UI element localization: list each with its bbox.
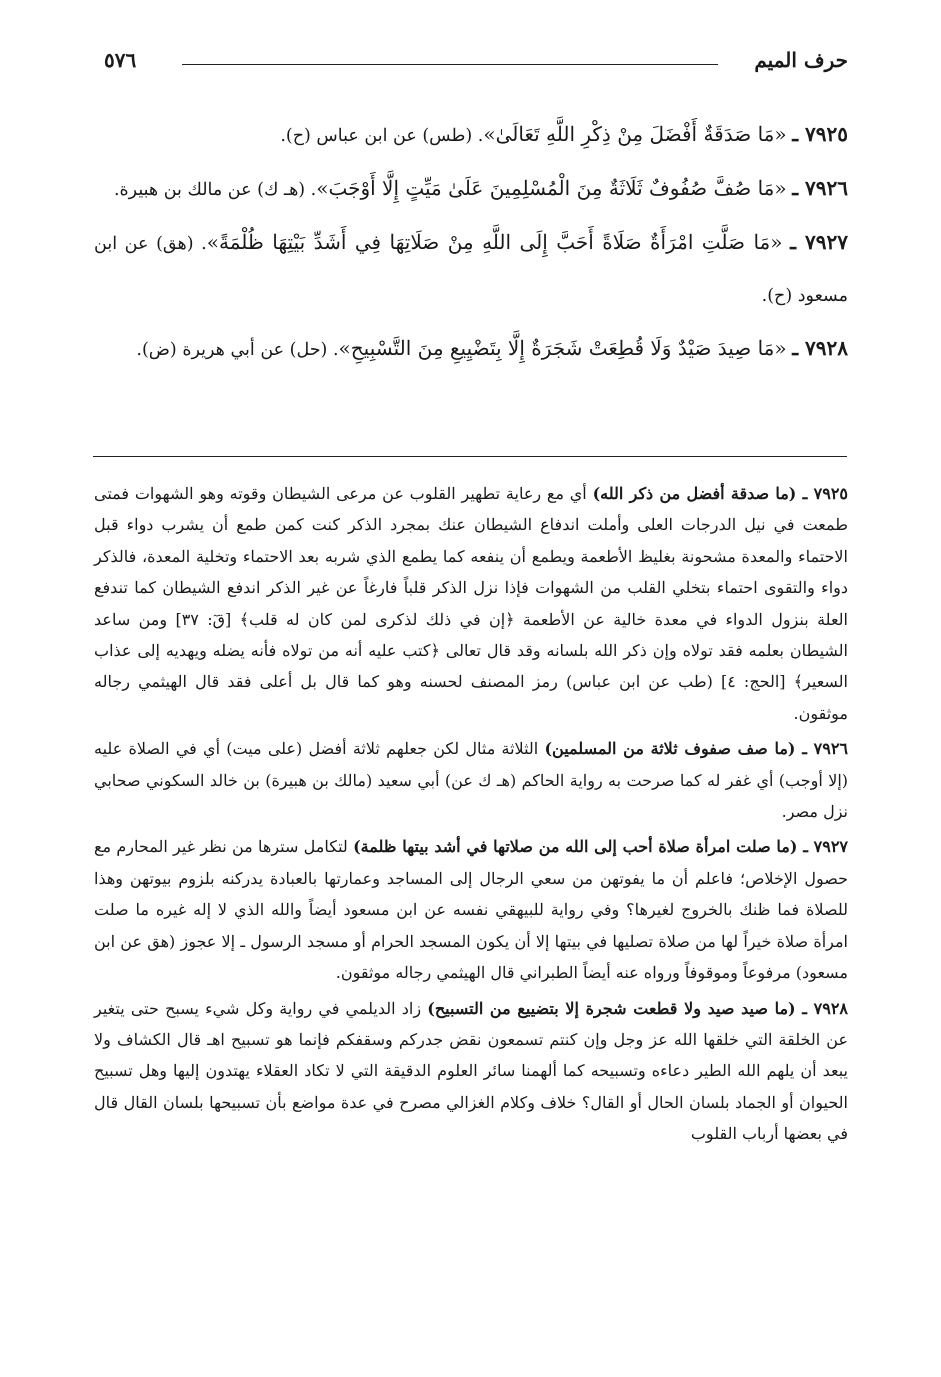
hadith-source: . (حل) عن أبي هريرة (ض). bbox=[136, 340, 339, 360]
section-divider bbox=[93, 456, 847, 457]
hadith-text: «مَا صَلَّتِ امْرَأَةٌ صَلَاةً أَحَبَّ إِلَى اللَّهِ مِنْ صَلَاتِهَا فِي أَشَدِّ بَيْتِهَا ظُلْمَةً» bbox=[206, 230, 783, 254]
hadith-text: «مَا صُفَّ صُفُوفٌ ثَلَاثَةٌ مِنَ الْمُسْلِمِينَ عَلَىٰ مَيِّتٍ إِلَّا أَوْجَبَ» bbox=[316, 176, 787, 200]
header-rule bbox=[182, 64, 718, 65]
commentary-text: الثلاثة مثال لكن جعلهم ثلاثة أفضل (على ميت) أي في الصلاة عليه (إلا أوجب) أي غفر له كما صرحت به رواية الحاكم (هـ ك عن) أبي سعيد (مالك بن هبيرة) بن خالد السكوني صحابي نزل مصر. bbox=[94, 739, 848, 822]
commentary-text: أي مع رعاية تطهير القلوب عن مرعى الشيطان وقوته وهو الشهوات فمتى طمعت في نيل الدرجات العلى وأملت اندفاع الشيطان عنك بمجرد الذكر كنت كمن طمع أن يشرب دواء قبل الاحتماء والمعدة مشحونة بغليظ الأطعمة ويطمع أن ينفعه كما يطمع الذي شربه بعد الاحتماء وتخلية المعدة، فالذكر دواء والتقوى احتماء بتخلي القلب من الشهوات فإذا نزل الذكر قلباً فارغاً عن غير الذكر اندفع الشيطان كما تندفع العلة بنزول الدواء في معدة خالية عن الأطعمة ﴿إن في ذلك لذكرى لمن كان له قلب﴾ [قٓ: ٣٧] ومن ساعد الشيطان بعلمه فقد تولاه وإن ذكر الله بلسانه وقد قال تعالى ﴿كتب عليه أنه من تولاه فأنه يضله ويهديه إلى عذاب السعير﴾ [الحج: ٤] (طب عن ابن عباس) رمز المصنف لحسنه وهو كما قال بل أعلى فقد قال الهيثمي رجاله موثقون. bbox=[94, 484, 849, 723]
hadith-entry bbox=[94, 216, 848, 322]
hadith-number: ٧٩٢٦ ـ bbox=[792, 176, 848, 200]
commentary-list bbox=[94, 478, 848, 1154]
hadith-entry bbox=[94, 322, 848, 376]
commentary-text: زاد الديلمي في رواية وكل شيء يسبح حتى يتغير عن الخلقة التي خلقها الله عز وجل وإن كنتم تسمعون نقض جدركم وسقفكم فإنما هو تسبيح اهـ قال الكشاف ولا يبعد أن يلهم الله الطير دعاءه وتسبيحه كما ألهمنا سائر العلوم الدقيقة التي لا تكاد العقلاء يهتدون إليها وهل تسبيح الحيوان أو الجماد بلسان الحال أو القال؟ خلاف وكلام الغزالي مصرح في عدة مواضع بأن تسبيحها بلسان القال قال في بعضها أرباب القلوب bbox=[94, 998, 848, 1144]
hadith-source: . (هـ ك) عن مالك بن هبيرة. bbox=[113, 180, 317, 200]
hadith-list bbox=[94, 108, 848, 376]
hadith-entry bbox=[94, 162, 848, 216]
hadith-text: «مَا صِيدَ صَيْدٌ وَلَا قُطِعَتْ شَجَرَةٌ إِلَّا بِتَضْيِيعِ مِنَ التَّسْبِيحِ» bbox=[338, 336, 787, 360]
commentary-lead: ٧٩٢٧ ـ (ما صلت امرأة صلاة أحب إلى الله من صلاتها في أشد بيتها ظلمة) bbox=[353, 837, 849, 857]
hadith-text: «مَا صَدَقَةٌ أَفْضَلَ مِنْ ذِكْرِ اللَّهِ تَعَالَىٰ» bbox=[483, 122, 787, 146]
hadith-entry bbox=[94, 108, 848, 162]
hadith-source: . (هق) عن ابن مسعود (ح). bbox=[94, 234, 848, 306]
page-number: ٥٧٦ bbox=[104, 48, 137, 72]
commentary-text: لتكامل سترها من نظر غير المحارم مع حصول الإخلاص؛ فاعلم أن ما يفوتهن من سعي الرجال إلى المساجد وعمارتها بالعبادة يدركنه بلزوم بيوتهن وهذا للصلاة فما ظنك بالخروج لغيرها؟ وفي رواية للبيهقي نفسه عن ابن مسعود أيضاً والله الذي لا إله غيره ما صلت امرأة صلاة خيراً لها من صلاة تصليها في بيتها إلا أن يكون المسجد الحرام أو مسجد الرسول ـ إلا عجوز (هق عن ابن مسعود) مرفوعاً وموقوفاً ورواه عنه أيضاً الطبراني قال الهيثمي رجاله موثقون. bbox=[94, 837, 849, 983]
hadith-number: ٧٩٢٧ ـ bbox=[790, 230, 848, 254]
commentary-lead: ٧٩٢٨ ـ (ما صيد صيد ولا قطعت شجرة إلا بتضييع من التسبيح) bbox=[427, 998, 848, 1018]
commentary-entry bbox=[94, 831, 848, 988]
commentary-lead: ٧٩٢٦ ـ (ما صف صفوف ثلاثة من المسلمين) bbox=[544, 739, 848, 759]
commentary-entry bbox=[94, 478, 848, 729]
chapter-title: حرف الميم bbox=[754, 48, 848, 72]
commentary-entry bbox=[94, 733, 848, 827]
page-header bbox=[94, 42, 848, 82]
hadith-number: ٧٩٢٥ ـ bbox=[792, 122, 848, 146]
hadith-source: . (طس) عن ابن عباس (ح). bbox=[280, 126, 484, 146]
commentary-lead: ٧٩٢٥ ـ (ما صدقة أفضل من ذكر الله) bbox=[592, 484, 849, 503]
commentary-entry bbox=[94, 993, 848, 1150]
hadith-number: ٧٩٢٨ ـ bbox=[792, 336, 848, 360]
